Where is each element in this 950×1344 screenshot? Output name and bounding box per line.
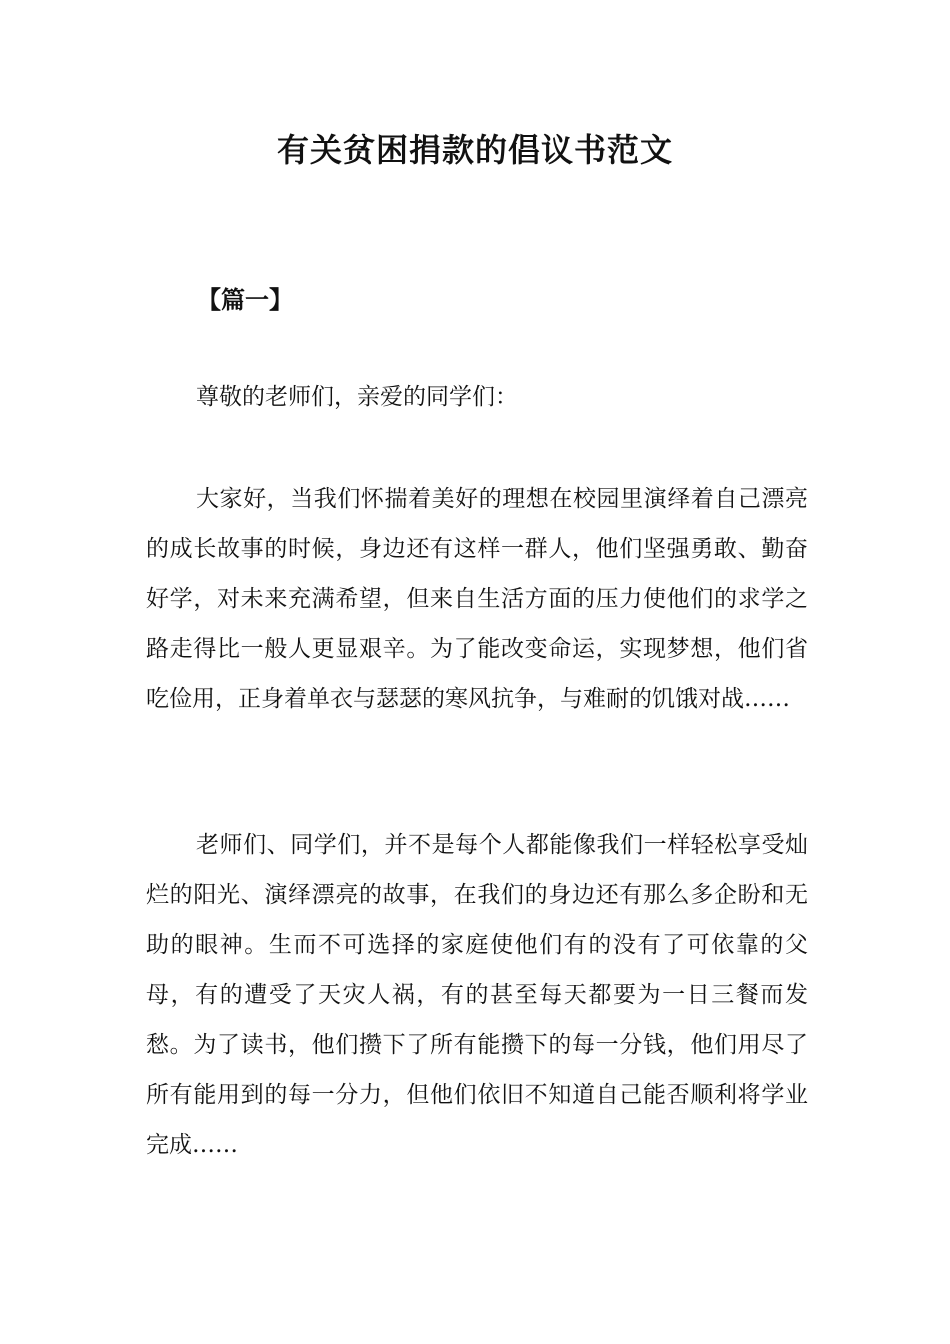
section-label: 【篇一】	[197, 285, 293, 314]
paragraph-1: 大家好，当我们怀揣着美好的理想在校园里演绎着自己漂亮的成长故事的时候，身边还有这样一群人，他们坚强勇敢、勤奋好学，对未来充满希望，但来自生活方面的压力使他们的求学之路走得比一般人更显艰辛。为了能改变命运，实现梦想，他们省吃俭用，正身着单衣与瑟瑟的寒风抗争，与难耐的饥饿对战……	[146, 486, 808, 712]
paragraph-2: 老师们、同学们，并不是每个人都能像我们一样轻松享受灿烂的阳光、演绎漂亮的故事，在我们的身边还有那么多企盼和无助的眼神。生而不可选择的家庭使他们有的没有了可依靠的父母，有的遭受了天灾人祸，有的甚至每天都要为一日三餐而发愁。为了读书，他们攒下了所有能攒下的每一分钱，他们用尽了所有能用到的每一分力，但他们依旧不知道自己能否顺利将学业完成……	[146, 832, 808, 1158]
salutation: 尊敬的老师们，亲爱的同学们：	[196, 384, 518, 410]
document-title: 有关贫困捐款的倡议书范文	[276, 131, 673, 169]
